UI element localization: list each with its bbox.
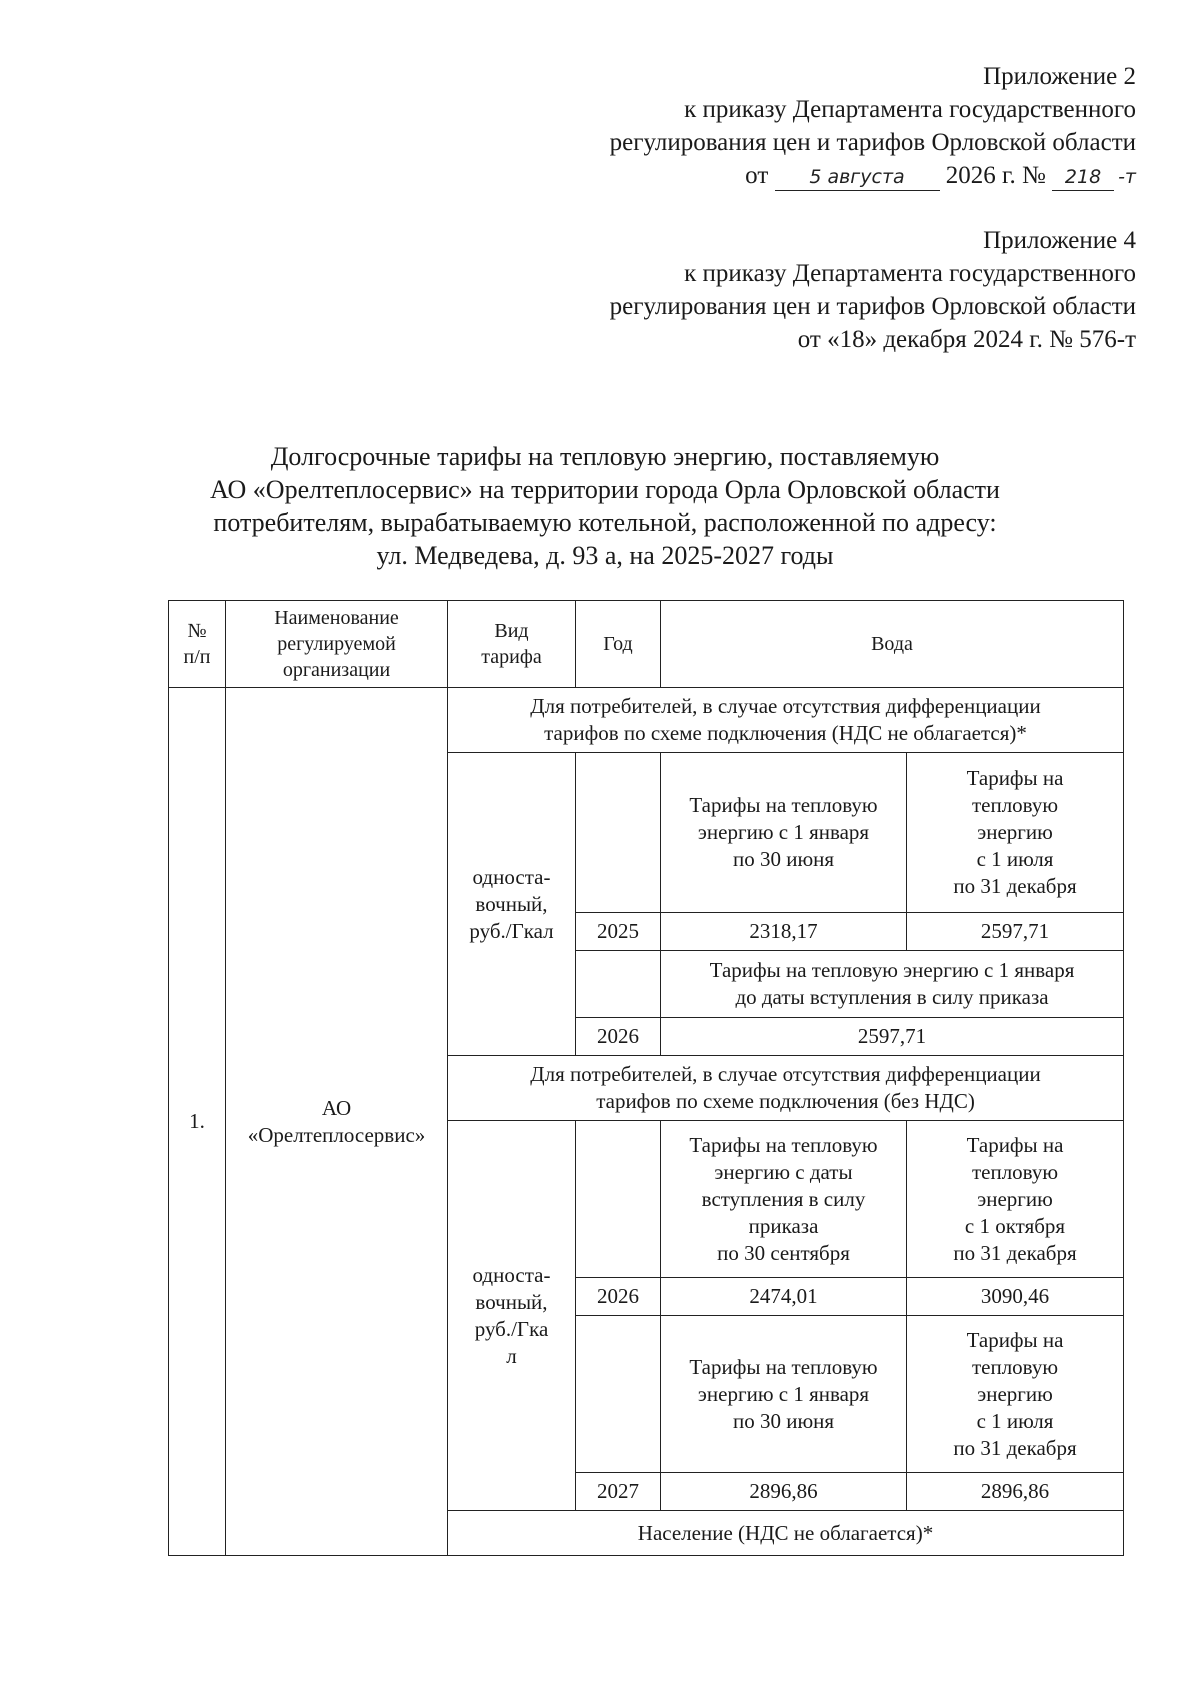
annex-2-date-line: [610, 159, 1136, 194]
period-jan-jun-label: Тарифы на тепловую энергию с 1 января по 30 июня: [661, 1316, 907, 1473]
year-cell: 2025: [576, 913, 661, 951]
empty-cell: [576, 1316, 661, 1473]
period-jul-dec-label: Тарифы на тепловую энергию с 1 июля по 31 декабря: [907, 1316, 1124, 1473]
annex-4-title: Приложение 4: [983, 227, 1136, 254]
handwritten-order-number: 218: [1052, 164, 1114, 191]
header-number: № п/п: [169, 601, 226, 688]
title-line: ул. Медведева, д. 93 а, на 2025-2027 годы: [376, 541, 834, 570]
section-1-tariff-type: односта- вочный, руб./Гкал: [448, 753, 576, 1056]
tariff-value: 2474,01: [661, 1278, 907, 1316]
period-oct-dec-label: Тарифы на тепловую энергию с 1 октября по 31 декабря: [907, 1121, 1124, 1278]
period-jul-dec-label: Тарифы на тепловую энергию с 1 июля по 31 декабря: [907, 753, 1124, 913]
title-line: Долгосрочные тарифы на тепловую энергию, поставляемую: [270, 442, 940, 471]
annex-4-date-line: от «18» декабря 2024 г. № 576-т: [797, 326, 1136, 353]
tariff-value: 2896,86: [907, 1473, 1124, 1511]
header-year: Год: [576, 601, 661, 688]
annex-4-line: к приказу Департамента государственного: [684, 260, 1136, 287]
year-cell: 2027: [576, 1473, 661, 1511]
empty-cell: [576, 951, 661, 1018]
annex-4-line: регулирования цен и тарифов Орловской области: [609, 293, 1136, 320]
header-tariff-type: Вид тарифа: [448, 601, 576, 688]
period-jan-jun-label: Тарифы на тепловую энергию с 1 января по 30 июня: [661, 753, 907, 913]
section-1-title: Для потребителей, в случае отсутствия дифференциации тарифов по схеме подключения (НДС не облагается)*: [448, 688, 1124, 753]
section-2-tariff-type: односта- вочный, руб./Гка л: [448, 1121, 576, 1511]
annex-4-header: [610, 224, 1136, 356]
header-organization: Наименование регулируемой организации: [226, 601, 448, 688]
period-order-to-sep-label: Тарифы на тепловую энергию с даты вступления в силу приказа по 30 сентября: [661, 1121, 907, 1278]
tariff-value: 2896,86: [661, 1473, 907, 1511]
annex-2-line: регулирования цен и тарифов Орловской области: [609, 129, 1136, 156]
tariff-value: 2597,71: [907, 913, 1124, 951]
year-cell: 2026: [576, 1018, 661, 1056]
tariff-value: 2318,17: [661, 913, 907, 951]
organization-name: АО «Орелтеплосервис»: [226, 688, 448, 1556]
table-header-row: [169, 601, 1124, 688]
section-3-title: Население (НДС не облагается)*: [448, 1511, 1124, 1556]
row-number: 1.: [169, 688, 226, 1556]
annex-2-line: к приказу Департамента государственного: [684, 96, 1136, 123]
tariff-value: 3090,46: [907, 1278, 1124, 1316]
table-row: [169, 688, 1124, 753]
year-cell: 2026: [576, 1278, 661, 1316]
date-prefix: от: [745, 162, 769, 189]
annex-2-header: [610, 60, 1136, 194]
title-line: АО «Орелтеплосервис» на территории города Орла Орловской области: [210, 475, 1000, 504]
section-2-title: Для потребителей, в случае отсутствия дифференциации тарифов по схеме подключения (без НДС): [448, 1056, 1124, 1121]
tariff-value: 2597,71: [661, 1018, 1124, 1056]
year-text: 2026 г. №: [945, 162, 1046, 189]
empty-cell: [576, 1121, 661, 1278]
header-water: Вода: [661, 601, 1124, 688]
title-line: потребителям, вырабатываемую котельной, расположенной по адресу:: [213, 508, 997, 537]
empty-cell: [576, 753, 661, 913]
period-jan-to-order-label: Тарифы на тепловую энергию с 1 января до даты вступления в силу приказа: [661, 951, 1124, 1018]
tariff-table: [168, 600, 1124, 1556]
handwritten-date: 5 августа: [775, 164, 940, 191]
annex-2-title: Приложение 2: [983, 63, 1136, 90]
handwritten-number-suffix: -т: [1118, 166, 1136, 188]
document-title: [140, 440, 1070, 572]
